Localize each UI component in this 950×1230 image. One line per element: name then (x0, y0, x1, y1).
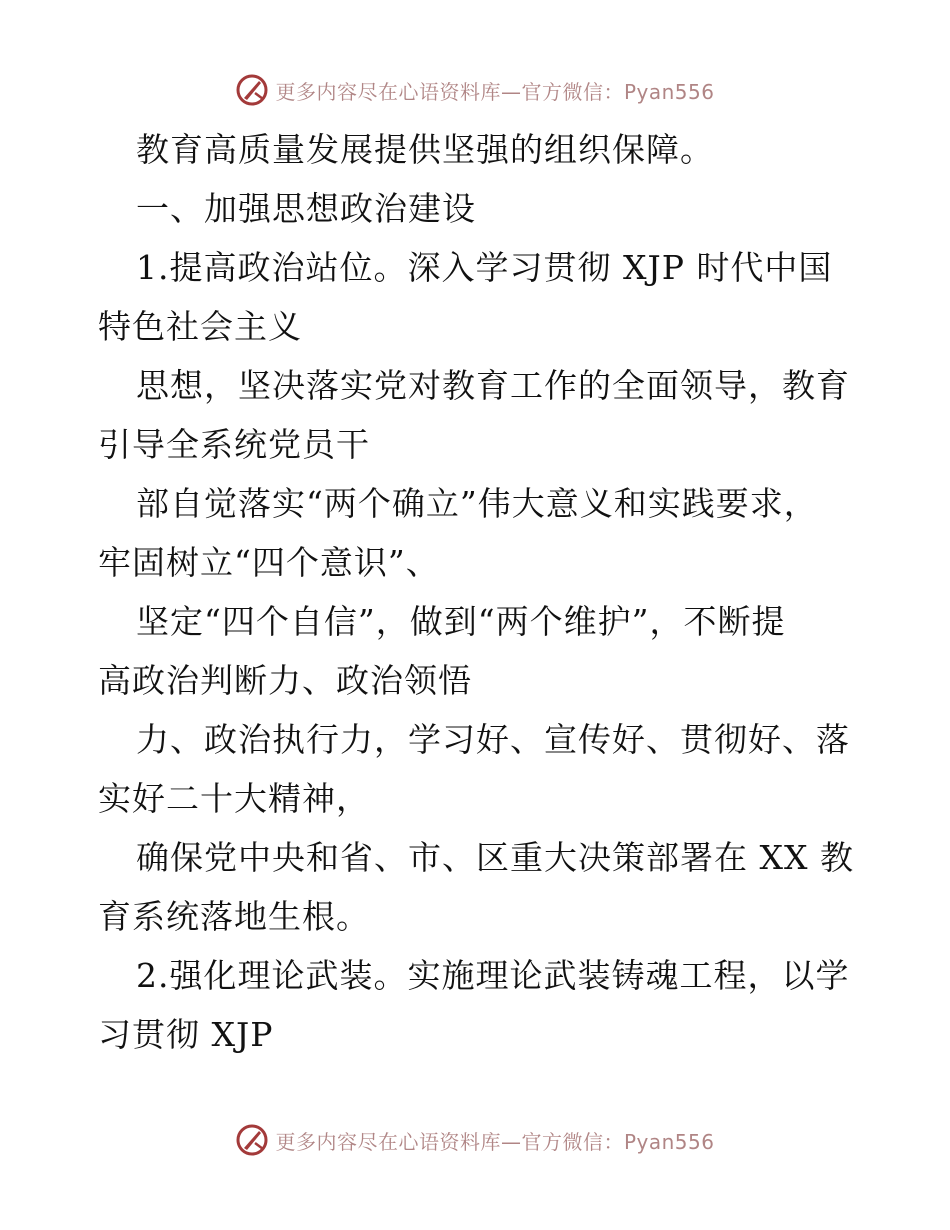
text-line: 2.强化理论武装。实施理论武装铸魂工程，以学 (136, 956, 850, 995)
text-line: 牢固树立“四个意识”、 (98, 543, 440, 582)
text-line: 高政治判断力、政治领悟 (98, 661, 472, 700)
text-line: 育系统落地生根。 (98, 897, 370, 936)
text-line: 实好二十大精神， (98, 779, 370, 818)
quill-seal-icon (235, 73, 269, 107)
quill-seal-icon (235, 1123, 269, 1157)
header-watermark (0, 70, 950, 110)
text-line: 思想，坚决落实党对教育工作的全面领导，教育 (136, 366, 850, 405)
text-line: 引导全系统党员干 (98, 425, 370, 464)
text-line: 坚定“四个自信”，做到“两个维护”，不断提 (136, 602, 786, 641)
text-line: 部自觉落实“两个确立”伟大意义和实践要求， (136, 484, 818, 523)
text-line: 习贯彻 XJP (98, 1015, 274, 1054)
text-line: 力、政治执行力，学习好、宣传好、贯彻好、落 (136, 720, 850, 759)
text-line: 特色社会主义 (98, 307, 302, 346)
watermark-text: 更多内容尽在心语资料库—官方微信：Pyan556 (275, 1129, 715, 1154)
watermark-text: 更多内容尽在心语资料库—官方微信：Pyan556 (275, 79, 715, 104)
text-line: 1.提高政治站位。深入学习贯彻 XJP 时代中国 (136, 248, 833, 287)
text-line: 教育高质量发展提供坚强的组织保障。 (136, 130, 714, 169)
document-body (98, 120, 858, 1064)
section-heading: 一、加强思想政治建设 (136, 189, 476, 228)
footer-watermark (0, 1120, 950, 1160)
text-line: 确保党中央和省、市、区重大决策部署在 XX 教 (136, 838, 854, 877)
